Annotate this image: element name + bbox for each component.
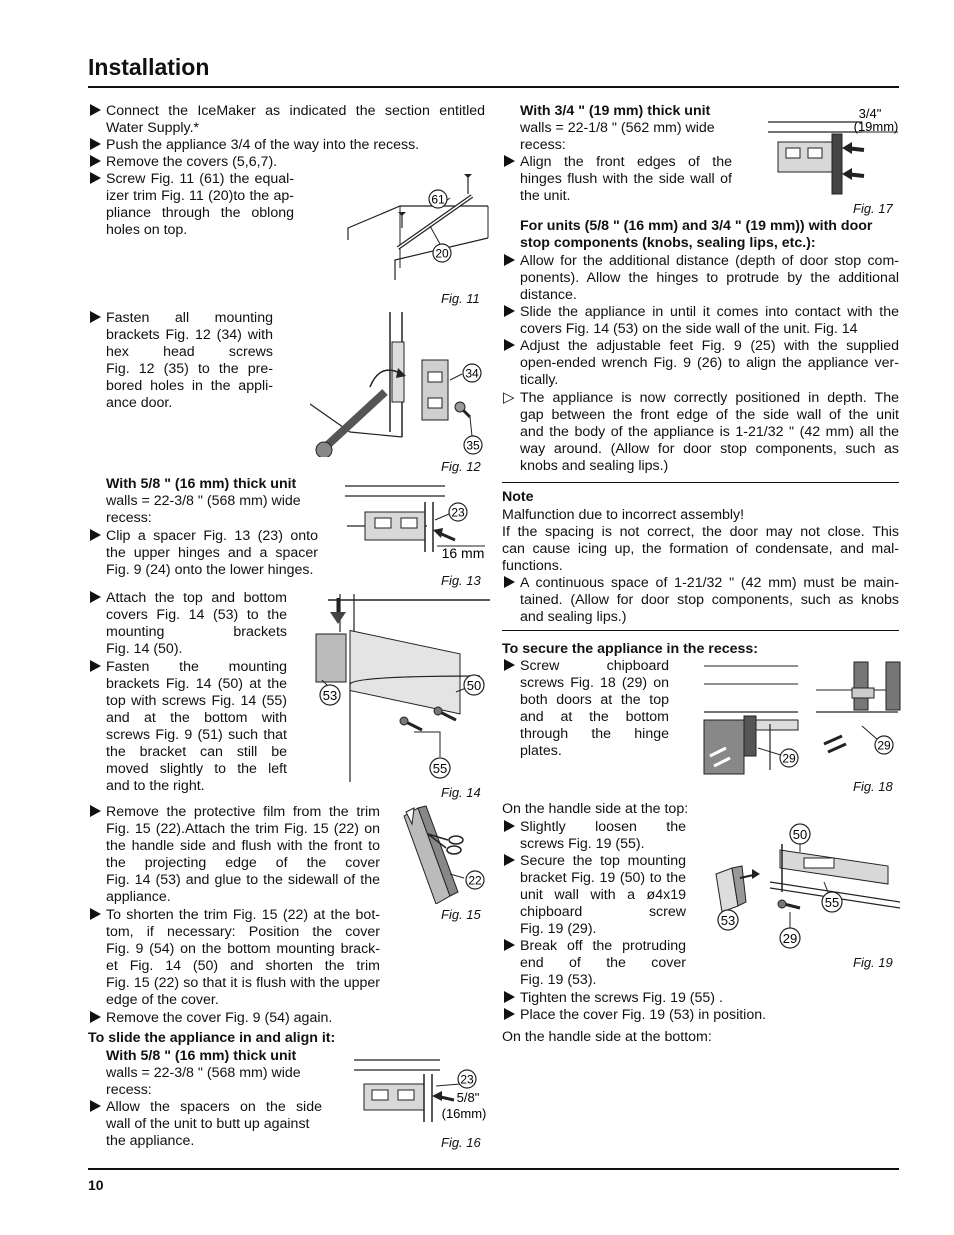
fig13-dimension: 16 mm	[441, 545, 485, 561]
text-allow-spacers-1: Allow the spacers on the side	[106, 1099, 322, 1115]
bullet-arrow	[504, 659, 515, 671]
bullet-arrow	[504, 254, 515, 266]
text-remove-film-6: appliance.	[106, 889, 171, 905]
fig13-callout-23: 23	[451, 505, 465, 520]
bullet-arrow	[90, 660, 101, 672]
text-positioned-1: The appliance is now correctly positioned in depth. The	[520, 390, 899, 406]
bullet-arrow	[90, 1011, 101, 1023]
text-positioned-3: and the body of the appliance is 1-21/32 " (42 mm) all the	[520, 424, 899, 440]
text-place-cover: Place the cover Fig. 19 (53) in position.	[520, 1007, 767, 1023]
fig12-callout-34: 34	[465, 366, 479, 381]
text-break-off-2: end of the cover	[520, 955, 686, 971]
fig14-callout-53: 53	[322, 688, 338, 703]
text-screw-2: izer trim Fig. 11 (20)to the ap-	[106, 188, 294, 204]
figure-13-illustration	[345, 482, 490, 570]
text-screw-chipboard-5: through the hinge	[520, 726, 669, 742]
text-positioned-5: knobs and sealing lips.)	[520, 458, 669, 474]
page-title: Installation	[88, 54, 210, 80]
text-screw-chipboard-2: screws Fig. 18 (29) on	[520, 675, 669, 691]
text-connect-1: Connect the IceMaker as indicated the section entitled	[106, 103, 485, 119]
heading-walls-19: With 3/4 " (19 mm) thick unit	[520, 103, 711, 119]
bullet-arrow	[504, 939, 515, 951]
fig14-callout-55: 55	[432, 761, 448, 776]
note-line-3: can cause icing up, the formation of condensate, and mal-	[502, 541, 899, 557]
bullet-arrow	[504, 339, 515, 351]
text-screw-3: pliance through the oblong	[106, 205, 294, 221]
text-shorten-trim-2: tom, if necessary: Position the cover	[106, 924, 380, 940]
text-positioned-4: way around. (Allow for door stop components, such as	[520, 441, 899, 457]
fig16-dimension-bottom: (16mm)	[441, 1106, 487, 1121]
text-walls-19-line2: walls = 22-1/8 " (562 mm) wide	[520, 120, 715, 136]
text-allow-distance-2: ponents). Allow the hinges to protrude by the additional	[520, 270, 899, 286]
note-line-2: If the spacing is not correct, the door may not close. This	[502, 524, 899, 540]
text-remove-covers: Remove the covers (5,6,7).	[106, 154, 278, 170]
text-clip-spacer-3: Fig. 9 (24) onto the lower hinges.	[106, 562, 314, 578]
figure-19-illustration	[710, 822, 902, 952]
text-shorten-trim-6: edge of the cover.	[106, 992, 219, 1008]
note-bottom-rule	[502, 630, 899, 631]
text-screw-4: holes on top.	[106, 222, 188, 238]
figure-12-illustration	[310, 312, 490, 457]
text-handle-top: On the handle side at the top:	[502, 801, 689, 817]
text-allow-distance-1: Allow for the additional distance (depth of door stop com-	[520, 253, 899, 269]
fig18-callout-29-left: 29	[782, 751, 796, 766]
fig11-callout-20: 20	[435, 246, 449, 261]
text-fasten-brackets-2: brackets Fig. 12 (34) with	[106, 327, 273, 343]
fig18-callout-29-right: 29	[877, 738, 891, 753]
text-note-continuous-2: tained. (Allow for door stop components, such as knobs	[520, 592, 899, 608]
text-secure-top-1: Secure the top mounting	[520, 853, 686, 869]
note-line-1: Malfunction due to incorrect assembly!	[502, 507, 745, 523]
bullet-arrow	[504, 854, 515, 866]
text-remove-film-5: Fig. 14 (53) and glue to the sidewall of the	[106, 872, 380, 888]
text-walls-19-line3: recess:	[520, 137, 566, 153]
hollow-arrow-icon: ▷	[503, 389, 515, 406]
footer-rule	[88, 1168, 899, 1170]
fig19-callout-55: 55	[824, 895, 840, 910]
bullet-arrow	[90, 104, 101, 116]
text-slide-in-1: Slide the appliance in until it comes into contact with the	[520, 304, 899, 320]
text-clip-spacer-2: the upper hinges and a spacer	[106, 545, 318, 561]
text-fasten-mounting-7: moved slightly to the left	[106, 761, 287, 777]
fig19-callout-53: 53	[720, 913, 736, 928]
figure-14-illustration	[310, 592, 490, 782]
bullet-arrow	[90, 805, 101, 817]
text-fasten-mounting-1: Fasten the mounting	[106, 659, 287, 675]
text-attach-covers-1: Attach the top and bottom	[106, 590, 287, 606]
text-positioned-2: gap between the front edge of the side wall of the unit	[520, 407, 899, 423]
figure-15-label: Fig. 15	[441, 907, 481, 922]
text-note-continuous-3: and sealing lips.)	[520, 609, 627, 625]
text-screw-chipboard-4: and at the bottom	[520, 709, 669, 725]
text-fasten-mounting-3: top with screws Fig. 14 (55)	[106, 693, 287, 709]
figure-11-label: Fig. 11	[441, 291, 480, 306]
text-secure-top-5: Fig. 19 (29).	[520, 921, 597, 937]
page-number: 10	[88, 1177, 104, 1193]
figure-18-label: Fig. 18	[853, 779, 893, 794]
bullet-arrow	[504, 155, 515, 167]
fig16-dimension-top: 5/8"	[456, 1090, 480, 1105]
text-screw-chipboard-3: both doors at the top	[520, 692, 669, 708]
bullet-arrow	[90, 529, 101, 541]
fig16-callout-23: 23	[460, 1072, 474, 1087]
fig17-dimension-bottom: (19mm)	[853, 119, 899, 134]
note-title: Note	[502, 489, 534, 505]
text-walls-16-line2: walls = 22-3/8 " (568 mm) wide	[106, 493, 301, 509]
text-clip-spacer-1: Clip a spacer Fig. 13 (23) onto	[106, 528, 318, 544]
figure-11-illustration	[340, 168, 490, 288]
text-slide-in-2: covers Fig. 14 (53) on the side wall of the unit. Fig. 14	[520, 321, 858, 337]
text-adjust-feet-3: tically.	[520, 372, 559, 388]
heading-walls-16: With 5/8 " (16 mm) thick unit	[106, 476, 297, 492]
text-align-hinges-1: Align the front edges of the	[520, 154, 732, 170]
text-allow-spacers-2: wall of the unit to butt up against	[106, 1116, 310, 1132]
text-slide-walls-line3: recess:	[106, 1082, 152, 1098]
text-adjust-feet-2: open-ended wrench Fig. 9 (26) to align the appliance ver-	[520, 355, 899, 371]
text-fasten-brackets-1: Fasten all mounting	[106, 310, 273, 326]
figure-13-label: Fig. 13	[441, 573, 481, 588]
text-break-off-1: Break off the protruding	[520, 938, 686, 954]
bullet-arrow	[90, 172, 101, 184]
fig19-callout-29: 29	[782, 931, 798, 946]
text-attach-covers-4: Fig. 14 (50).	[106, 641, 183, 657]
figure-19-label: Fig. 19	[853, 955, 893, 970]
text-tighten: Tighten the screws Fig. 19 (55) .	[520, 990, 723, 1006]
text-slide-walls-line2: walls = 22-3/8 " (568 mm) wide	[106, 1065, 301, 1081]
fig12-callout-35: 35	[466, 438, 480, 453]
text-adjust-feet-1: Adjust the adjustable feet Fig. 9 (25) with the supplied	[520, 338, 899, 354]
fig19-callout-50: 50	[792, 827, 808, 842]
figure-16-label: Fig. 16	[441, 1135, 481, 1150]
text-remove-film-4: the projecting edge of the cover	[106, 855, 380, 871]
text-shorten-trim-5: Fig. 15 (22) so that it is flush with the upper	[106, 975, 380, 991]
figure-17-illustration	[762, 104, 902, 196]
text-shorten-trim-3: Fig. 9 (54) on the bottom mounting brack-	[106, 941, 380, 957]
text-loosen-2: screws Fig. 19 (55).	[520, 836, 645, 852]
heading-door-stop-1: For units (5/8 " (16 mm) and 3/4 " (19 mm)) with door	[520, 218, 873, 234]
bullet-arrow	[504, 576, 515, 588]
text-loosen-1: Slightly loosen the	[520, 819, 686, 835]
text-fasten-mounting-6: the bracket can still be	[106, 744, 287, 760]
text-break-off-3: Fig. 19 (53).	[520, 972, 597, 988]
text-remove-film-2: Fig. 15 (22).Attach the trim Fig. 15 (22) on	[106, 821, 380, 837]
text-secure-top-3: unit wall with a ø4x19	[520, 887, 686, 903]
text-fasten-brackets-6: ance door.	[106, 395, 173, 411]
text-connect-2: Water Supply.*	[106, 120, 200, 136]
bullet-arrow	[90, 908, 101, 920]
fig15-callout-22: 22	[468, 873, 482, 888]
text-push: Push the appliance 3/4 of the way into the recess.	[106, 137, 420, 153]
fig11-callout-61: 61	[431, 192, 445, 207]
fig14-callout-50: 50	[466, 678, 482, 693]
text-fasten-mounting-8: and to the right.	[106, 778, 205, 794]
bullet-arrow	[90, 591, 101, 603]
text-secure-top-2: bracket Fig. 19 (50) to the	[520, 870, 686, 886]
header-rule	[88, 86, 899, 88]
figure-18-right-illustration	[812, 660, 902, 760]
text-note-continuous-1: A continuous space of 1-21/32 " (42 mm) must be main-	[520, 575, 899, 591]
text-shorten-trim-1: To shorten the trim Fig. 15 (22) at the bot-	[106, 907, 380, 923]
heading-door-stop-2: stop components (knobs, sealing lips, etc.):	[520, 235, 816, 251]
bullet-arrow	[504, 305, 515, 317]
text-align-hinges-2: hinges flush with the side wall of	[520, 171, 732, 187]
bullet-arrow	[504, 1008, 515, 1020]
text-align-hinges-3: the unit.	[520, 188, 571, 204]
text-screw-chipboard-6: plates.	[520, 743, 562, 759]
text-fasten-brackets-5: bored holes in the appli-	[106, 378, 273, 394]
heading-slide-align: To slide the appliance in and align it:	[88, 1030, 336, 1046]
text-attach-covers-3: mounting brackets	[106, 624, 287, 640]
text-fasten-brackets-3: hex head screws	[106, 344, 273, 360]
heading-slide-walls-16: With 5/8 " (16 mm) thick unit	[106, 1048, 297, 1064]
text-remove-film-1: Remove the protective film from the trim	[106, 804, 380, 820]
figure-15-illustration	[398, 804, 490, 904]
text-screw-chipboard-1: Screw chipboard	[520, 658, 669, 674]
figure-16-illustration	[350, 1056, 490, 1132]
text-fasten-mounting-2: brackets Fig. 14 (50) at the	[106, 676, 287, 692]
figure-12-label: Fig. 12	[441, 459, 481, 474]
bullet-arrow	[90, 1100, 101, 1112]
text-attach-covers-2: covers Fig. 14 (53) to the	[106, 607, 287, 623]
text-allow-spacers-3: the appliance.	[106, 1133, 195, 1149]
bullet-arrow	[504, 991, 515, 1003]
heading-secure: To secure the appliance in the recess:	[502, 641, 758, 657]
bullet-arrow	[504, 820, 515, 832]
bullet-arrow	[90, 138, 101, 150]
figure-18-left-illustration	[700, 660, 800, 776]
bullet-arrow	[90, 155, 101, 167]
text-remove-film-3: the handle side and flush with the front to	[106, 838, 380, 854]
figure-17-label: Fig. 17	[853, 201, 893, 216]
fig17-dimension-top: 3/4"	[858, 106, 882, 121]
bullet-arrow	[90, 311, 101, 323]
text-secure-top-4: chipboard screw	[520, 904, 686, 920]
note-line-4: functions.	[502, 558, 563, 574]
text-shorten-trim-4: et Fig. 14 (50) and shorten the trim	[106, 958, 380, 974]
text-fasten-brackets-4: Fig. 12 (35) to the pre-	[106, 361, 273, 377]
text-allow-distance-3: distance.	[520, 287, 577, 303]
text-handle-bottom: On the handle side at the bottom:	[502, 1029, 712, 1045]
text-fasten-mounting-5: screws Fig. 9 (51) such that	[106, 727, 287, 743]
text-walls-16-line3: recess:	[106, 510, 152, 526]
text-fasten-mounting-4: and at the bottom with	[106, 710, 287, 726]
figure-14-label: Fig. 14	[441, 785, 481, 800]
note-top-rule	[502, 482, 899, 483]
text-remove-cover: Remove the cover Fig. 9 (54) again.	[106, 1010, 333, 1026]
text-screw-1: Screw Fig. 11 (61) the equal-	[106, 171, 294, 187]
